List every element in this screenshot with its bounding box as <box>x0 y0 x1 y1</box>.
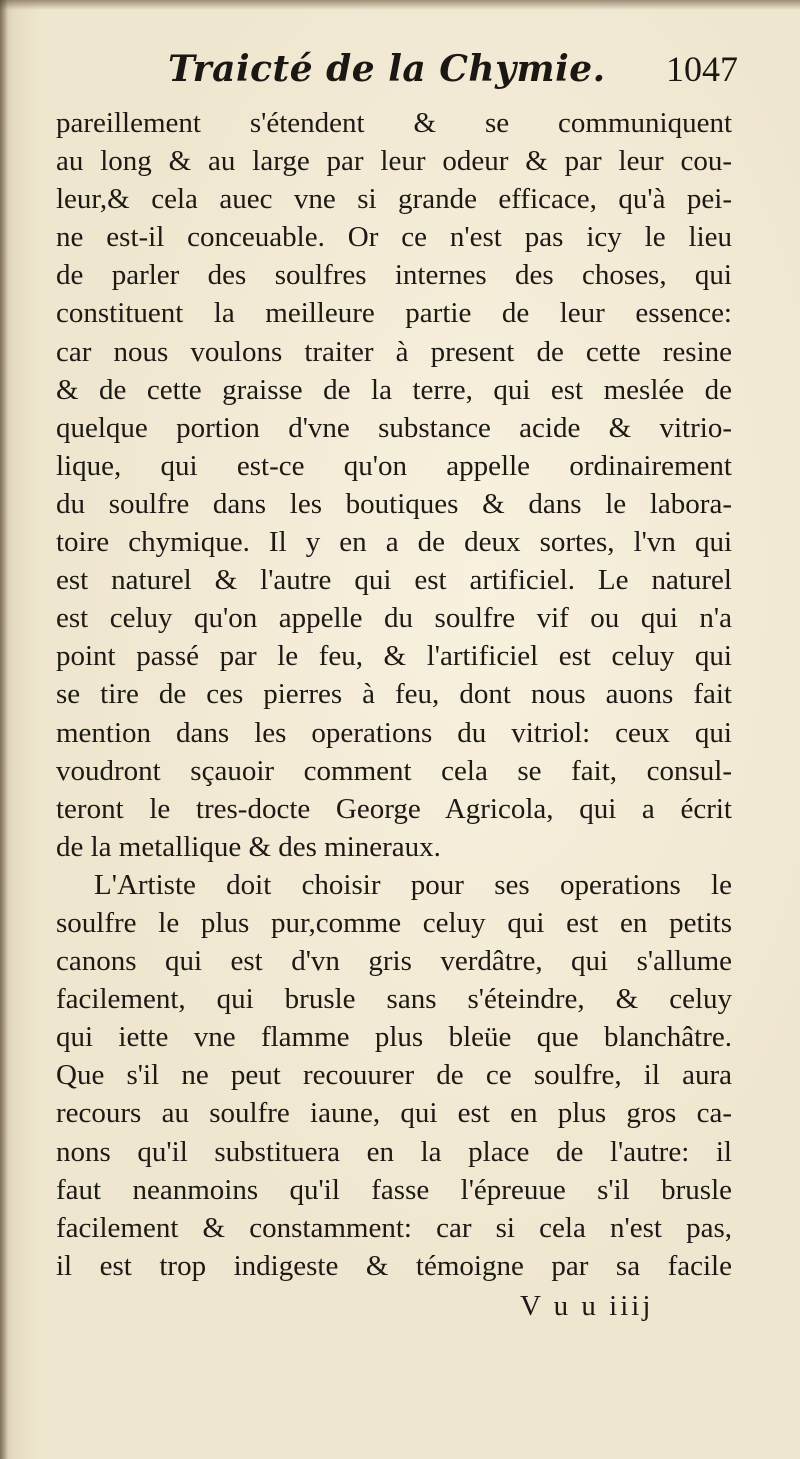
page-top-shadow <box>0 0 800 10</box>
text-line: de parler des soulfres internes des choses, qui <box>56 259 732 292</box>
text-line: constituent la meilleure partie de leur essence: <box>56 297 732 330</box>
text-line: facilement, qui brusle sans s'éteindre, & celuy <box>56 983 732 1016</box>
text-line: est naturel & l'autre qui est artificiel. Le naturel <box>56 564 732 597</box>
text-line: leur,& cela auec vne si grande efficace, qu'à pei- <box>56 183 732 216</box>
text-line: il est trop indigeste & témoigne par sa facile <box>56 1249 732 1282</box>
text-line: voudront sçauoir comment cela se fait, consul- <box>56 754 732 787</box>
text-line: faut neanmoins qu'il fasse l'épreuue s'il brusle <box>56 1173 732 1206</box>
text-line: point passé par le feu, & l'artificiel est celuy qui <box>56 640 732 673</box>
text-line: quelque portion d'vne substance acide & vitrio- <box>56 411 732 444</box>
text-line: au long & au large par leur odeur & par leur cou- <box>56 145 732 178</box>
text-line: recours au soulfre iaune, qui est en plus gros ca- <box>56 1097 732 1130</box>
text-line: lique, qui est-ce qu'on appelle ordinairement <box>56 449 732 482</box>
text-line: & de cette graisse de la terre, qui est meslée de <box>56 373 732 406</box>
text-line: est celuy qu'on appelle du soulfre vif ou qui n'a <box>56 602 732 635</box>
text-line: canons qui est d'vn gris verdâtre, qui s'allume <box>56 945 732 978</box>
text-line: toire chymique. Il y en a de deux sortes, l'vn qui <box>56 526 732 559</box>
text-line: facilement & constamment: car si cela n'est pas, <box>56 1211 732 1244</box>
text-line: nons qu'il substituera en la place de l'autre: il <box>56 1135 732 1168</box>
text-line: teront le tres-docte George Agricola, qui a écrit <box>56 792 732 825</box>
paragraph-start-line: L'Artiste doit choisir pour ses operations le <box>94 868 732 901</box>
page-gutter-shadow <box>0 0 8 1459</box>
text-line: ne est-il conceuable. Or ce n'est pas icy le lieu <box>56 221 732 254</box>
text-line: pareillement s'étendent & se communiquent <box>56 107 732 139</box>
text-line: du soulfre dans les boutiques & dans le labora- <box>56 487 732 520</box>
text-line: se tire de ces pierres à feu, dont nous auons fait <box>56 678 732 711</box>
text-line: mention dans les operations du vitriol: ceux qui <box>56 716 732 749</box>
text-line: car nous voulons traiter à present de cette resine <box>56 335 732 368</box>
running-title: Traicté de la Chymie. <box>168 48 606 90</box>
paragraph-end-line: de la metallique & des mineraux. <box>56 830 441 863</box>
running-head <box>168 48 738 100</box>
body-text <box>56 104 732 1285</box>
text-line: Que s'il ne peut recouurer de ce soulfre, il aura <box>56 1059 732 1092</box>
text-line: soulfre le plus pur,comme celuy qui est en petits <box>56 906 732 939</box>
text-line: qui iette vne flamme plus bleüe que blanchâtre. <box>56 1021 732 1054</box>
page-number: 1047 <box>666 49 738 89</box>
signature-mark: V u u iiij <box>520 1290 654 1322</box>
